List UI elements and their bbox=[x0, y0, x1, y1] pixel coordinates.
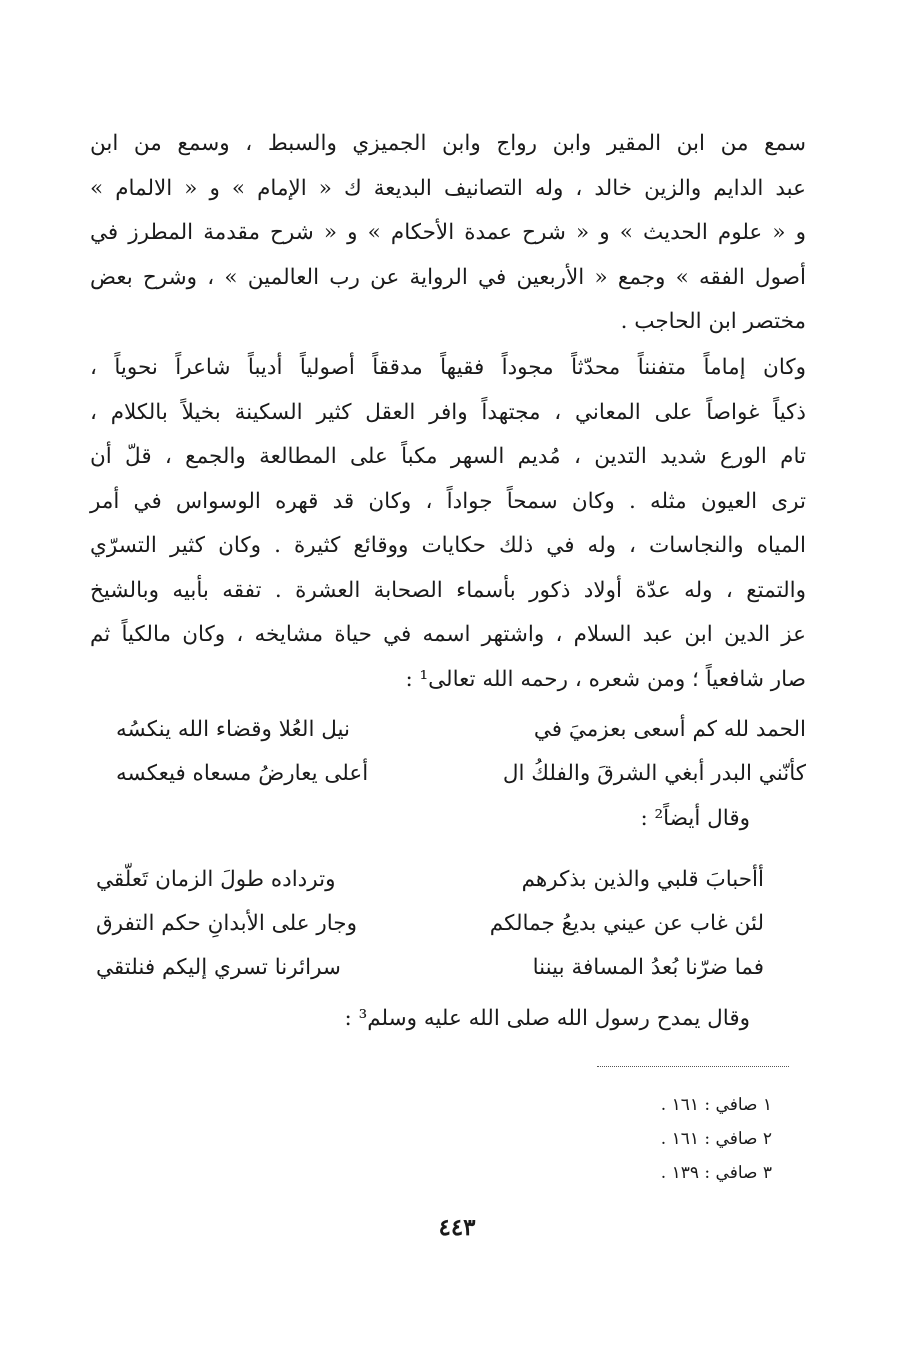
verse-first-hemistich: أأحبابَ قلبي والذين بذكرهم bbox=[521, 867, 764, 892]
poem-second bbox=[96, 858, 764, 990]
text-line: ترى العيون مثله . وكان سمحاً جواداً ، وكان قد قهره الوسواس في أمر bbox=[90, 488, 806, 514]
text-line: المياه والنجاسات ، وله في ذلك حكايات ووقائع كثيرة . وكان كثير التسرّي bbox=[90, 533, 806, 558]
text-line: والتمتع ، وله عدّة أولاد ذكور بأسماء الصحابة العشرة . تفقه بأبيه وبالشيخ bbox=[90, 577, 806, 603]
footnote: ٢ صافي : ١٦١ . bbox=[660, 1129, 772, 1149]
footnotes bbox=[661, 1088, 772, 1190]
text-line: و « علوم الحديث » و « شرح عمدة الأحكام » و « شرح مقدمة المطرز في bbox=[90, 220, 806, 245]
verse-second-hemistich: وترداده طولَ الزمان تَعلّقي bbox=[96, 867, 336, 892]
text-line: أصول الفقه » وجمع « الأربعين في الرواية عن رب العالمين » ، وشرح بعض bbox=[90, 264, 806, 290]
text-line: تام الورع شديد التدين ، مُديم السهر مكباً على المطالعة والجمع ، قلّ أن bbox=[90, 444, 806, 469]
verse-line bbox=[96, 946, 764, 990]
verse-line bbox=[96, 858, 764, 902]
text-line: عبد الدايم والزين خالد ، وله التصانيف البديعة ك « الإمام » و « الالمام » bbox=[90, 175, 806, 201]
verse-line bbox=[116, 708, 806, 752]
verse-second-hemistich: سرائرنا تسري إليكم فنلتقي bbox=[96, 955, 341, 980]
verse-line bbox=[96, 902, 764, 946]
paragraph-biography-character bbox=[90, 346, 806, 702]
footnote: ١ صافي : ١٦١ . bbox=[660, 1095, 772, 1115]
verse-line bbox=[116, 752, 806, 796]
verse-first-hemistich: فما ضرّنا بُعدُ المسافة بيننا bbox=[532, 955, 764, 980]
footnote-divider bbox=[597, 1066, 789, 1067]
verse-first-hemistich: كأنّني البدر أبغي الشرقَ والفلكُ ال bbox=[502, 761, 806, 786]
poem-intro-second: وقال أيضاً² : bbox=[640, 806, 750, 831]
text-line: وكان إماماً متفنناً محدّثاً مجوداً فقيهاً مدققاً أصولياً أديباً شاعراً نحوياً ، bbox=[90, 355, 806, 380]
text-line: صار شافعياً ؛ ومن شعره ، رحمه الله تعالى¹ : bbox=[405, 666, 806, 692]
verse-second-hemistich: وجار على الأبدانِ حكم التفرق bbox=[96, 911, 357, 936]
paragraph-biography-works bbox=[90, 122, 806, 345]
text-line: سمع من ابن المقير وابن رواج وابن الجميزي والسبط ، وسمع من ابن bbox=[90, 131, 806, 156]
poem-intro-third: وقال يمدح رسول الله صلى الله عليه وسلم³ : bbox=[344, 1006, 750, 1031]
verse-second-hemistich: أعلى يعارضُ مسعاه فيعكسه bbox=[116, 761, 369, 786]
text-line: ذكياً غواصاً على المعاني ، مجتهداً وافر العقل كثير السكينة بخيلاً بالكلام ، bbox=[90, 399, 806, 425]
page-number: ٤٤٣ bbox=[438, 1214, 476, 1241]
verse-first-hemistich: لئن غاب عن عيني بديعُ جمالكم bbox=[489, 911, 764, 936]
poem-first bbox=[116, 708, 806, 796]
footnote: ٣ صافي : ١٣٩ . bbox=[660, 1163, 772, 1183]
text-line: عز الدين ابن عبد السلام ، واشتهر اسمه في حياة مشايخه ، وكان مالكياً ثم bbox=[90, 622, 806, 647]
verse-first-hemistich: الحمد لله كم أسعى بعزميَ في bbox=[533, 717, 806, 742]
text-line: مختصر ابن الحاجب . bbox=[620, 309, 806, 334]
verse-second-hemistich: نيل العُلا وقضاء الله ينكسُه bbox=[116, 717, 351, 742]
